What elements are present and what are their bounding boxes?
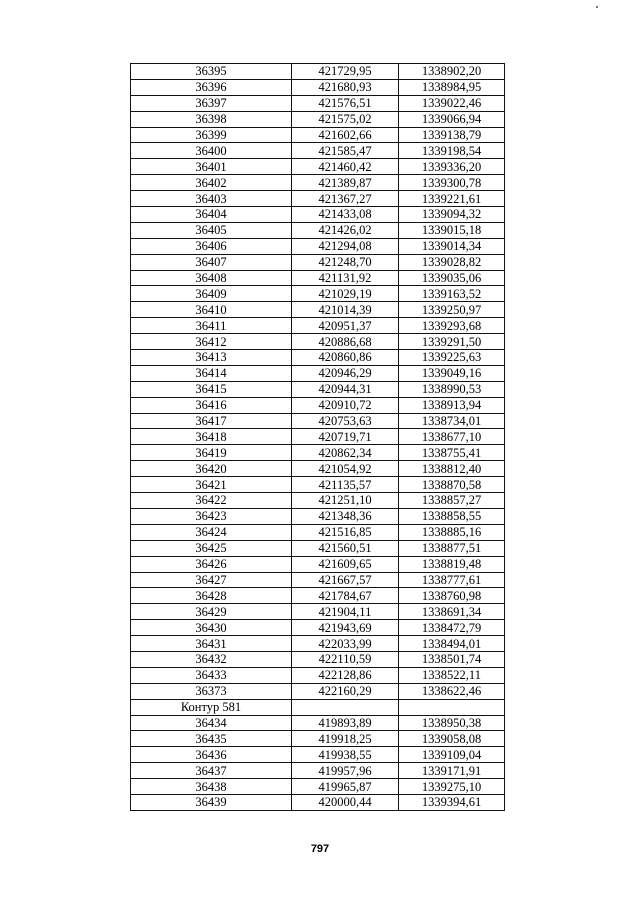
y-coordinate-cell: 1339225,63 <box>399 350 505 366</box>
table-row <box>131 508 505 524</box>
y-coordinate-cell: 1338494,01 <box>399 636 505 652</box>
table-row <box>131 207 505 223</box>
x-coordinate-cell: 421054,92 <box>292 461 399 477</box>
point-id-cell: 36405 <box>131 222 292 238</box>
x-coordinate-cell: 419957,96 <box>292 763 399 779</box>
x-coordinate-cell: 421389,87 <box>292 175 399 191</box>
y-coordinate-cell: 1339015,18 <box>399 222 505 238</box>
y-coordinate-cell: 1339336,20 <box>399 159 505 175</box>
y-coordinate-cell: 1338677,10 <box>399 429 505 445</box>
point-id-cell: Контур 581 <box>131 699 292 715</box>
x-coordinate-cell: 420910,72 <box>292 397 399 413</box>
x-coordinate-cell: 421426,02 <box>292 222 399 238</box>
point-id-cell: 36400 <box>131 143 292 159</box>
point-id-cell: 36410 <box>131 302 292 318</box>
x-coordinate-cell: 421784,67 <box>292 588 399 604</box>
table-row <box>131 79 505 95</box>
point-id-cell: 36425 <box>131 540 292 556</box>
table-row <box>131 524 505 540</box>
point-id-cell: 36419 <box>131 445 292 461</box>
table-row <box>131 747 505 763</box>
x-coordinate-cell: 420753,63 <box>292 413 399 429</box>
x-coordinate-cell: 419938,55 <box>292 747 399 763</box>
coordinates-table-body <box>131 64 505 811</box>
table-row <box>131 350 505 366</box>
y-coordinate-cell: 1339275,10 <box>399 779 505 795</box>
point-id-cell: 36407 <box>131 254 292 270</box>
y-coordinate-cell: 1338877,51 <box>399 540 505 556</box>
point-id-cell: 36404 <box>131 207 292 223</box>
table-row <box>131 651 505 667</box>
x-coordinate-cell: 421943,69 <box>292 620 399 636</box>
x-coordinate-cell: 420944,31 <box>292 381 399 397</box>
y-coordinate-cell: 1338950,38 <box>399 715 505 731</box>
table-row <box>131 175 505 191</box>
x-coordinate-cell: 421904,11 <box>292 604 399 620</box>
point-id-cell: 36418 <box>131 429 292 445</box>
x-coordinate-cell: 421460,42 <box>292 159 399 175</box>
y-coordinate-cell: 1338819,48 <box>399 556 505 572</box>
y-coordinate-cell: 1339138,79 <box>399 127 505 143</box>
x-coordinate-cell: 420000,44 <box>292 794 399 810</box>
y-coordinate-cell: 1339221,61 <box>399 191 505 207</box>
y-coordinate-cell: 1338777,61 <box>399 572 505 588</box>
table-row <box>131 794 505 810</box>
point-id-cell: 36409 <box>131 286 292 302</box>
y-coordinate-cell: 1339394,61 <box>399 794 505 810</box>
y-coordinate-cell: 1339293,68 <box>399 318 505 334</box>
point-id-cell: 36415 <box>131 381 292 397</box>
table-row <box>131 270 505 286</box>
point-id-cell: 36422 <box>131 493 292 509</box>
point-id-cell: 36421 <box>131 477 292 493</box>
table-row <box>131 397 505 413</box>
point-id-cell: 36398 <box>131 111 292 127</box>
x-coordinate-cell: 421680,93 <box>292 79 399 95</box>
y-coordinate-cell <box>399 699 505 715</box>
point-id-cell: 36423 <box>131 508 292 524</box>
y-coordinate-cell: 1338760,98 <box>399 588 505 604</box>
point-id-cell: 36373 <box>131 683 292 699</box>
y-coordinate-cell: 1339028,82 <box>399 254 505 270</box>
table-row <box>131 191 505 207</box>
point-id-cell: 36435 <box>131 731 292 747</box>
y-coordinate-cell: 1339250,97 <box>399 302 505 318</box>
y-coordinate-cell: 1338913,94 <box>399 397 505 413</box>
table-row <box>131 111 505 127</box>
point-id-cell: 36426 <box>131 556 292 572</box>
table-row <box>131 159 505 175</box>
y-coordinate-cell: 1338622,46 <box>399 683 505 699</box>
y-coordinate-cell: 1339291,50 <box>399 334 505 350</box>
y-coordinate-cell: 1338691,34 <box>399 604 505 620</box>
x-coordinate-cell: 419918,25 <box>292 731 399 747</box>
x-coordinate-cell: 421029,19 <box>292 286 399 302</box>
y-coordinate-cell: 1339109,04 <box>399 747 505 763</box>
x-coordinate-cell: 419893,89 <box>292 715 399 731</box>
y-coordinate-cell: 1338990,53 <box>399 381 505 397</box>
y-coordinate-cell: 1339035,06 <box>399 270 505 286</box>
y-coordinate-cell: 1339300,78 <box>399 175 505 191</box>
x-coordinate-cell: 421248,70 <box>292 254 399 270</box>
point-id-cell: 36437 <box>131 763 292 779</box>
point-id-cell: 36408 <box>131 270 292 286</box>
table-row <box>131 222 505 238</box>
y-coordinate-cell: 1338755,41 <box>399 445 505 461</box>
table-row <box>131 302 505 318</box>
point-id-cell: 36439 <box>131 794 292 810</box>
point-id-cell: 36402 <box>131 175 292 191</box>
point-id-cell: 36417 <box>131 413 292 429</box>
point-id-cell: 36416 <box>131 397 292 413</box>
y-coordinate-cell: 1338902,20 <box>399 64 505 80</box>
x-coordinate-cell: 421014,39 <box>292 302 399 318</box>
table-row <box>131 365 505 381</box>
point-id-cell: 36436 <box>131 747 292 763</box>
point-id-cell: 36433 <box>131 667 292 683</box>
point-id-cell: 36395 <box>131 64 292 80</box>
point-id-cell: 36424 <box>131 524 292 540</box>
y-coordinate-cell: 1338870,58 <box>399 477 505 493</box>
table-row <box>131 429 505 445</box>
table-row <box>131 556 505 572</box>
table-row <box>131 254 505 270</box>
table-row <box>131 779 505 795</box>
x-coordinate-cell: 422110,59 <box>292 651 399 667</box>
point-id-cell: 36406 <box>131 238 292 254</box>
x-coordinate-cell: 421667,57 <box>292 572 399 588</box>
point-id-cell: 36432 <box>131 651 292 667</box>
x-coordinate-cell: 421575,02 <box>292 111 399 127</box>
x-coordinate-cell: 421131,92 <box>292 270 399 286</box>
page-number: 797 <box>310 843 330 855</box>
point-id-cell: 36414 <box>131 365 292 381</box>
y-coordinate-cell: 1339049,16 <box>399 365 505 381</box>
coordinates-table <box>130 63 505 811</box>
y-coordinate-cell: 1338734,01 <box>399 413 505 429</box>
table-row <box>131 683 505 699</box>
table-row <box>131 413 505 429</box>
x-coordinate-cell: 422128,86 <box>292 667 399 683</box>
x-coordinate-cell: 419965,87 <box>292 779 399 795</box>
x-coordinate-cell: 420946,29 <box>292 365 399 381</box>
x-coordinate-cell <box>292 699 399 715</box>
table-row <box>131 95 505 111</box>
table-row <box>131 477 505 493</box>
y-coordinate-cell: 1339058,08 <box>399 731 505 747</box>
table-row <box>131 667 505 683</box>
x-coordinate-cell: 420860,86 <box>292 350 399 366</box>
x-coordinate-cell: 420862,34 <box>292 445 399 461</box>
x-coordinate-cell: 420951,37 <box>292 318 399 334</box>
x-coordinate-cell: 421585,47 <box>292 143 399 159</box>
table-row <box>131 715 505 731</box>
y-coordinate-cell: 1338522,11 <box>399 667 505 683</box>
y-coordinate-cell: 1339014,34 <box>399 238 505 254</box>
x-coordinate-cell: 422160,29 <box>292 683 399 699</box>
point-id-cell: 36412 <box>131 334 292 350</box>
x-coordinate-cell: 421433,08 <box>292 207 399 223</box>
y-coordinate-cell: 1339198,54 <box>399 143 505 159</box>
table-row <box>131 64 505 80</box>
x-coordinate-cell: 421609,65 <box>292 556 399 572</box>
y-coordinate-cell: 1338984,95 <box>399 79 505 95</box>
x-coordinate-cell: 421135,57 <box>292 477 399 493</box>
x-coordinate-cell: 420719,71 <box>292 429 399 445</box>
x-coordinate-cell: 421560,51 <box>292 540 399 556</box>
y-coordinate-cell: 1338501,74 <box>399 651 505 667</box>
x-coordinate-cell: 420886,68 <box>292 334 399 350</box>
y-coordinate-cell: 1338812,40 <box>399 461 505 477</box>
table-row <box>131 699 505 715</box>
table-row <box>131 588 505 604</box>
x-coordinate-cell: 421729,95 <box>292 64 399 80</box>
y-coordinate-cell: 1338858,55 <box>399 508 505 524</box>
point-id-cell: 36413 <box>131 350 292 366</box>
y-coordinate-cell: 1338885,16 <box>399 524 505 540</box>
x-coordinate-cell: 421348,36 <box>292 508 399 524</box>
point-id-cell: 36427 <box>131 572 292 588</box>
x-coordinate-cell: 421602,66 <box>292 127 399 143</box>
y-coordinate-cell: 1339094,32 <box>399 207 505 223</box>
table-row <box>131 763 505 779</box>
point-id-cell: 36397 <box>131 95 292 111</box>
point-id-cell: 36399 <box>131 127 292 143</box>
point-id-cell: 36438 <box>131 779 292 795</box>
point-id-cell: 36430 <box>131 620 292 636</box>
table-row <box>131 318 505 334</box>
point-id-cell: 36428 <box>131 588 292 604</box>
table-row <box>131 604 505 620</box>
y-coordinate-cell: 1338857,27 <box>399 493 505 509</box>
table-row <box>131 540 505 556</box>
table-row <box>131 636 505 652</box>
x-coordinate-cell: 421367,27 <box>292 191 399 207</box>
table-row <box>131 143 505 159</box>
table-row <box>131 620 505 636</box>
scan-speck <box>596 6 598 8</box>
y-coordinate-cell: 1339163,52 <box>399 286 505 302</box>
x-coordinate-cell: 421251,10 <box>292 493 399 509</box>
table-row <box>131 127 505 143</box>
point-id-cell: 36396 <box>131 79 292 95</box>
y-coordinate-cell: 1339022,46 <box>399 95 505 111</box>
table-row <box>131 445 505 461</box>
table-row <box>131 731 505 747</box>
point-id-cell: 36411 <box>131 318 292 334</box>
point-id-cell: 36431 <box>131 636 292 652</box>
point-id-cell: 36401 <box>131 159 292 175</box>
table-row <box>131 286 505 302</box>
point-id-cell: 36403 <box>131 191 292 207</box>
x-coordinate-cell: 421294,08 <box>292 238 399 254</box>
table-row <box>131 334 505 350</box>
x-coordinate-cell: 421516,85 <box>292 524 399 540</box>
y-coordinate-cell: 1338472,79 <box>399 620 505 636</box>
y-coordinate-cell: 1339171,91 <box>399 763 505 779</box>
table-row <box>131 493 505 509</box>
table-row <box>131 381 505 397</box>
x-coordinate-cell: 421576,51 <box>292 95 399 111</box>
table-row <box>131 461 505 477</box>
table-row <box>131 572 505 588</box>
table-row <box>131 238 505 254</box>
point-id-cell: 36429 <box>131 604 292 620</box>
point-id-cell: 36434 <box>131 715 292 731</box>
x-coordinate-cell: 422033,99 <box>292 636 399 652</box>
y-coordinate-cell: 1339066,94 <box>399 111 505 127</box>
point-id-cell: 36420 <box>131 461 292 477</box>
